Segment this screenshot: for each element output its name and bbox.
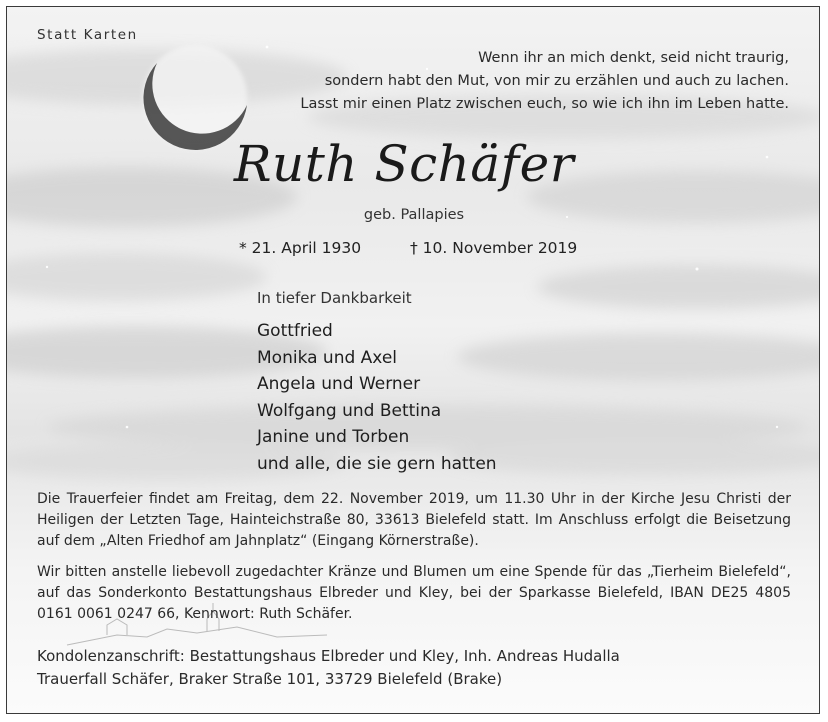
mourner-name: Monika und Axel <box>257 347 398 368</box>
poem-line: Wenn ihr an mich denkt, seid nicht traurig, <box>478 50 789 66</box>
deceased-name: Ruth Schäfer <box>233 135 575 193</box>
poem-line: Lasst mir einen Platz zwischen euch, so wie ich ihn im Leben hatte. <box>300 96 789 112</box>
condolence-line: Trauerfall Schäfer, Braker Straße 101, 33729 Bielefeld (Brake) <box>37 670 503 688</box>
condolence-address <box>37 645 791 691</box>
funeral-details: Die Trauerfeier findet am Freitag, dem 22. November 2019, um 11.30 Uhr in der Kirche Jesu Christi der Heiligen der Letzten Tage, Hainteichstraße 80, 33613 Bielefeld statt. Im Anschluss erfolgt die Beisetzung auf dem „Alten Friedhof am Jahnplatz“ (Eingang Körnerstraße). <box>37 491 791 549</box>
maiden-name: geb. Pallapies <box>363 207 465 223</box>
mourner-name: Gottfried <box>257 321 333 341</box>
condolence-line: Kondolenzanschrift: Bestattungshaus Elbreder und Kley, Inh. Andreas Hudalla <box>37 647 620 665</box>
donation-request: Wir bitten anstelle liebevoll zugedachter Kränze und Blumen um eine Spende für das „Tierheim Bielefeld“, auf das Sonderkonto Bestattungshaus Elbreder und Kley, bei der Sparkasse Bielefeld, IBAN DE25 4805 0161 0061 0247 66, Kennwort: Ruth Schäfer. <box>37 564 791 622</box>
mourners-intro: In tiefer Dankbarkeit <box>257 289 412 307</box>
mourners-list <box>257 318 497 477</box>
mourner-name: Wolfgang und Bettina <box>257 400 442 421</box>
statt-karten-label: Statt Karten <box>37 27 138 43</box>
birth-date: * 21. April 1930 <box>239 239 362 257</box>
life-dates <box>239 239 577 257</box>
mourner-name: und alle, die sie gern hatten <box>257 453 497 474</box>
mourner-name: Janine und Torben <box>257 427 410 447</box>
poem-line: sondern habt den Mut, von mir zu erzählen und auch zu lachen. <box>324 73 789 89</box>
memorial-poem <box>300 47 789 116</box>
death-date: † 10. November 2019 <box>410 239 578 257</box>
mourner-name: Angela und Werner <box>257 374 421 394</box>
obituary-notice <box>6 6 820 714</box>
